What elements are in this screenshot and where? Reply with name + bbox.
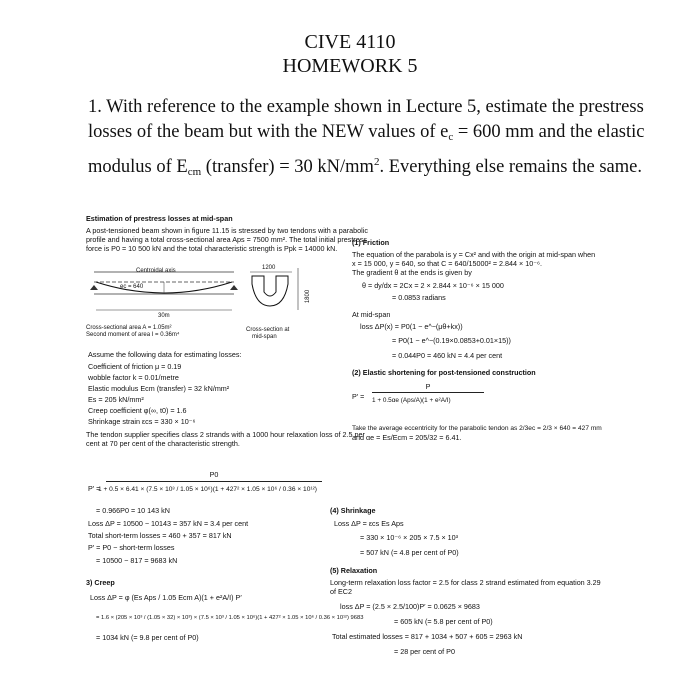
elastic-numerator: P	[425, 382, 431, 391]
data-intro: Assume the following data for estimating losses:	[88, 350, 242, 359]
relaxation-line: loss ΔP = (2.5 × 2.5/100)P′ = 0.0625 × 9683	[340, 602, 480, 611]
elastic-note: and αe = Es/Ecm = 205/32 = 6.41.	[352, 433, 462, 442]
shrinkage-line: Loss ΔP = εcs Es Aps	[334, 519, 404, 528]
data-item: Coefficient of friction μ = 0.19	[88, 362, 182, 371]
midspan-label: At mid-span	[352, 310, 391, 319]
friction-line: x = 15 000, y = 640, so that C = 640/15000² = 2.844 × 10⁻⁶.	[352, 259, 542, 268]
centroidal-label: Centroidal axis	[136, 268, 176, 274]
elastic-denominator: 1 + 0.5αe (Aps/A)(1 + e²A/I)	[372, 397, 451, 404]
tendon-note: cent at 70 per cent of the characteristic strength.	[86, 439, 240, 448]
elastic-calc-line: Total short-term losses = 460 + 357 = 817 kN	[88, 531, 232, 540]
question-part-4: . Everything else remains the same.	[379, 157, 642, 178]
ec-subscript: c	[448, 131, 454, 143]
example-heading: Estimation of prestress losses at mid-span	[86, 214, 233, 223]
creep-line: Loss ΔP = φ (Es Aps / 1.05 Ecm A)(1 + e²A/I) P′	[90, 593, 242, 602]
friction-line: The equation of the parabola is y = Cx² and with the origin at mid-span when	[352, 250, 596, 259]
shrinkage-line: = 507 kN (= 4.8 per cent of P0)	[360, 548, 459, 557]
ecm-subscript: cm	[187, 166, 202, 179]
intro-line: A post-tensioned beam shown in figure 11.15 is stressed by two tendons with a parabolic	[86, 226, 368, 235]
data-item: Es = 205 kN/mm²	[88, 395, 144, 404]
data-item: wobble factor k = 0.01/metre	[88, 373, 179, 382]
data-item: Creep coefficient φ(∞, t0) = 1.6	[88, 406, 187, 415]
friction-loss: = P0(1 − e^−(0.19×0.0853+0.01×15))	[392, 336, 511, 345]
friction-line: = 0.0853 radians	[392, 293, 446, 302]
section-area: Cross-sectional area A = 1.05m²	[86, 325, 172, 331]
data-item: Shrinkage strain εcs = 330 × 10⁻⁶	[88, 417, 196, 426]
friction-line: The gradient θ at the ends is given by	[352, 268, 472, 277]
course-code: CIVE 4110	[304, 31, 396, 53]
friction-loss: loss ΔP(x) = P0(1 − e^−(μθ+kx))	[360, 322, 463, 331]
relaxation-line: = 605 kN (= 5.8 per cent of P0)	[394, 617, 493, 626]
question-text	[88, 95, 648, 185]
question-part-2: = 600 mm and the elastic modulus of E	[88, 122, 645, 178]
shrinkage-heading: (4) Shrinkage	[330, 506, 376, 515]
section-caption: Cross-section at	[246, 327, 290, 333]
pprime-numerator: P0	[209, 470, 219, 479]
creep-line: = 1.6 × (205 × 10³ / (1.05 × 32) × 10³) × (7.5 × 10³ / 1.05 × 10⁶)(1 + 427² × 1.05 × 10⁶ / 0.36 × 10¹²) 9683	[96, 615, 364, 621]
elastic-heading: (2) Elastic shortening for post-tensioned construction	[352, 368, 536, 377]
elastic-calc-line: P′ = P0 − short-term losses	[88, 543, 175, 552]
fraction-bar	[106, 481, 322, 482]
pprime-lhs: P′ =	[88, 484, 101, 493]
relaxation-line: Total estimated losses = 817 + 1034 + 507 + 605 = 2963 kN	[332, 632, 523, 641]
tendon-note: The tendon supplier specifies class 2 strands with a 1000 hour relaxation loss of 2.5 per	[86, 430, 365, 439]
intro-line: force is P0 = 10 500 kN and the total characteristic strength is Ppk = 14000 kN.	[86, 244, 338, 253]
elastic-calc-line: = 0.966P0 = 10 143 kN	[96, 506, 170, 515]
elastic-note: Take the average eccentricity for the parabolic tendon as 2/3ec = 2/3 × 640 = 427 mm	[352, 425, 602, 432]
section-caption: mid-span	[252, 334, 277, 340]
elastic-calc-line: Loss ΔP = 10500 − 10143 = 357 kN = 3.4 per cent	[88, 519, 249, 528]
section-inertia: Second moment of area I = 0.36m⁴	[86, 332, 180, 338]
pprime-denominator: 1 + 0.5 × 6.41 × (7.5 × 10³ / 1.05 × 10⁶)(1 + 427² × 1.05 × 10⁶ / 0.36 × 10¹²)	[98, 486, 317, 493]
assignment-title: HOMEWORK 5	[282, 55, 418, 77]
creep-line: = 1034 kN (= 9.8 per cent of P0)	[96, 633, 199, 642]
relaxation-line: = 28 per cent of P0	[394, 647, 455, 656]
question-part-1: 1. With reference to the example shown in Lecture 5, estimate the prestress losses of the beam but with the NEW values of e	[88, 97, 644, 142]
width-label: 1200	[262, 265, 276, 271]
relaxation-line: of EC2	[330, 587, 352, 596]
friction-heading: (1) Friction	[352, 238, 390, 247]
ec-label: ec = 640	[120, 284, 144, 290]
span-label: 30m	[158, 313, 170, 319]
friction-loss: = 0.044P0 = 460 kN = 4.4 per cent	[392, 351, 503, 360]
intro-line: profile and having a total cross-sectional area Aps = 7500 mm². The total initial prestress	[86, 235, 367, 244]
elastic-calc-line: = 10500 − 817 = 9683 kN	[96, 556, 178, 565]
relaxation-heading: (5) Relaxation	[330, 566, 378, 575]
question-part-3: (transfer) = 30 kN/mm	[201, 157, 374, 178]
elastic-lhs: P′ =	[352, 392, 365, 401]
data-item: Elastic modulus Ecm (transfer) = 32 kN/mm²	[88, 384, 230, 393]
exponent: 2	[373, 156, 380, 168]
friction-line: θ = dy/dx = 2Cx = 2 × 2.844 × 10⁻⁶ × 15 000	[362, 281, 504, 290]
relaxation-line: Long-term relaxation loss factor = 2.5 for class 2 strand estimated from equation 3.29	[330, 578, 601, 587]
depth-label: 1800	[305, 289, 312, 304]
shrinkage-line: = 330 × 10⁻⁶ × 205 × 7.5 × 10³	[360, 533, 459, 542]
fraction-bar	[372, 392, 484, 393]
creep-heading: 3) Creep	[86, 578, 115, 587]
